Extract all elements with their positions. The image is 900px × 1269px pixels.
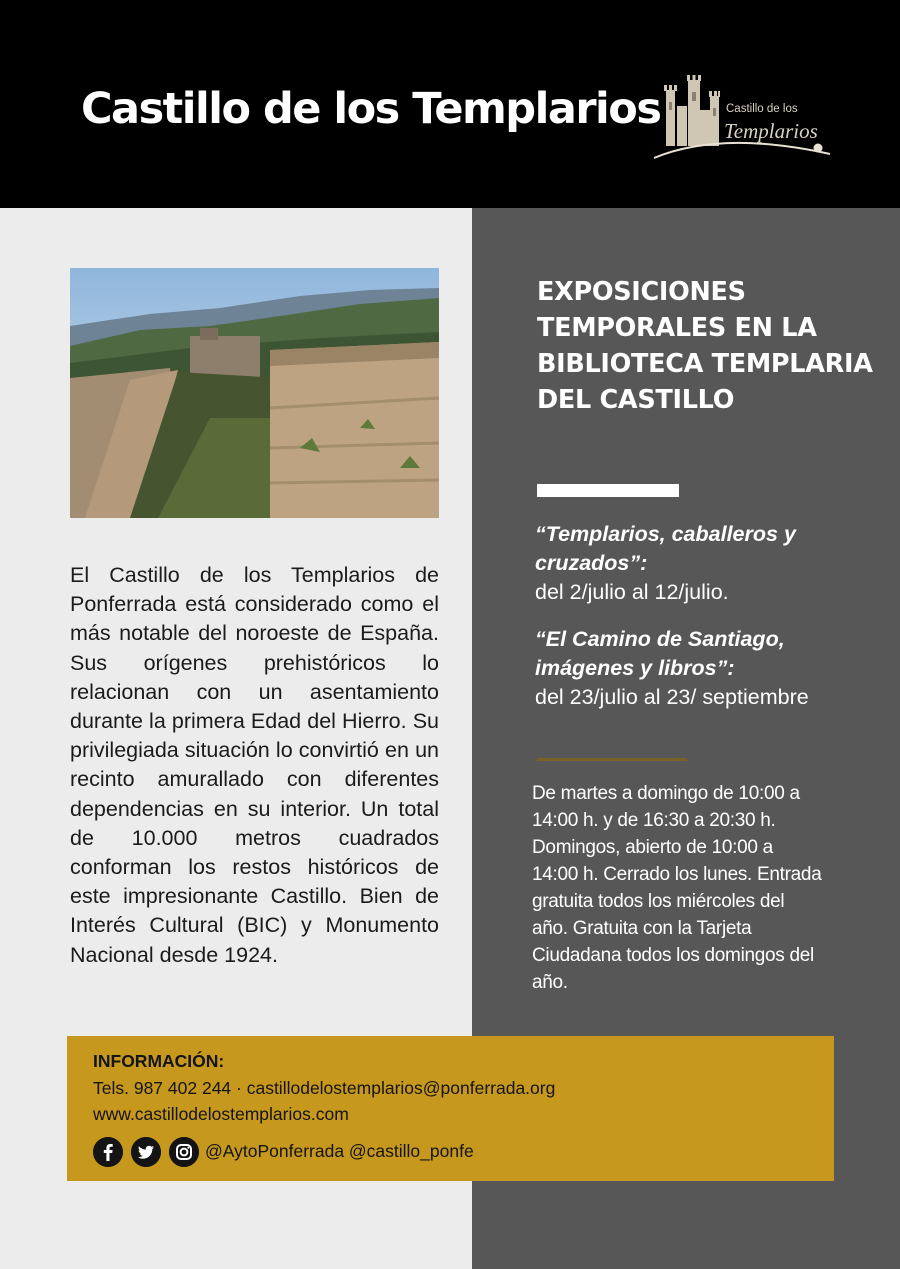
instagram-icon[interactable] [169, 1137, 199, 1167]
social-handles[interactable]: @AytoPonferrada @castillo_ponfe [205, 1141, 474, 1161]
hours-divider [537, 758, 687, 761]
info-box [67, 1036, 834, 1181]
page-title: Castillo de los Templarios [81, 84, 661, 134]
logo-line1: Castillo de los [726, 103, 798, 115]
castle-logo [652, 72, 836, 164]
info-title: INFORMACIÓN: [93, 1051, 225, 1071]
info-phone-email[interactable]: Tels. 987 402 244 · castillodelostemplarios@ponferrada.org [93, 1078, 556, 1098]
twitter-icon[interactable] [131, 1137, 161, 1167]
info-website-link[interactable]: www.castillodelostemplarios.com [93, 1104, 349, 1124]
exhibition-dates: del 2/julio al 12/julio. [535, 580, 729, 604]
header [0, 0, 900, 208]
intro-paragraph: El Castillo de los Templarios de Ponferrada está considerado como el más notable del noroeste de España. Sus orígenes prehistóricos lo relacionan con un asentamiento durante la primera Edad del Hierro. Su privilegiada situación lo convirtió en un recinto amurallado con diferentes dependencias en su interior. Un total de 10.000 metros cuadrados conforman los restos históricos de este impresionante Castillo. Bien de Interés Cultural (BIC) y Monumento Nacional desde 1924. [70, 563, 439, 967]
exhibition-dates: del 23/julio al 23/ septiembre [535, 685, 809, 709]
exhibitions-title: EXPOSICIONES TEMPORALES EN LA BIBLIOTECA TEMPLARIA DEL CASTILLO [537, 277, 873, 415]
exhibition-item [535, 520, 835, 607]
logo-line2: Templarios [724, 119, 818, 143]
facebook-icon[interactable] [93, 1137, 123, 1167]
title-divider [537, 484, 679, 497]
opening-hours: De martes a domingo de 10:00 a 14:00 h. y de 16:30 a 20:30 h. Domingos, abierto de 10:00 a 14:00 h. Cerrado los lunes. Entrada gratuita todos los miércoles del año. Gratuita con la Tarjeta Ciudadana todos los domingos del año. [532, 783, 822, 993]
exhibition-name: “Templarios, caballeros y cruzados”: [535, 522, 796, 575]
castle-photo [70, 268, 439, 518]
exhibition-name: “El Camino de Santiago, imágenes y libros”: [535, 627, 785, 680]
exhibition-item [535, 625, 835, 712]
